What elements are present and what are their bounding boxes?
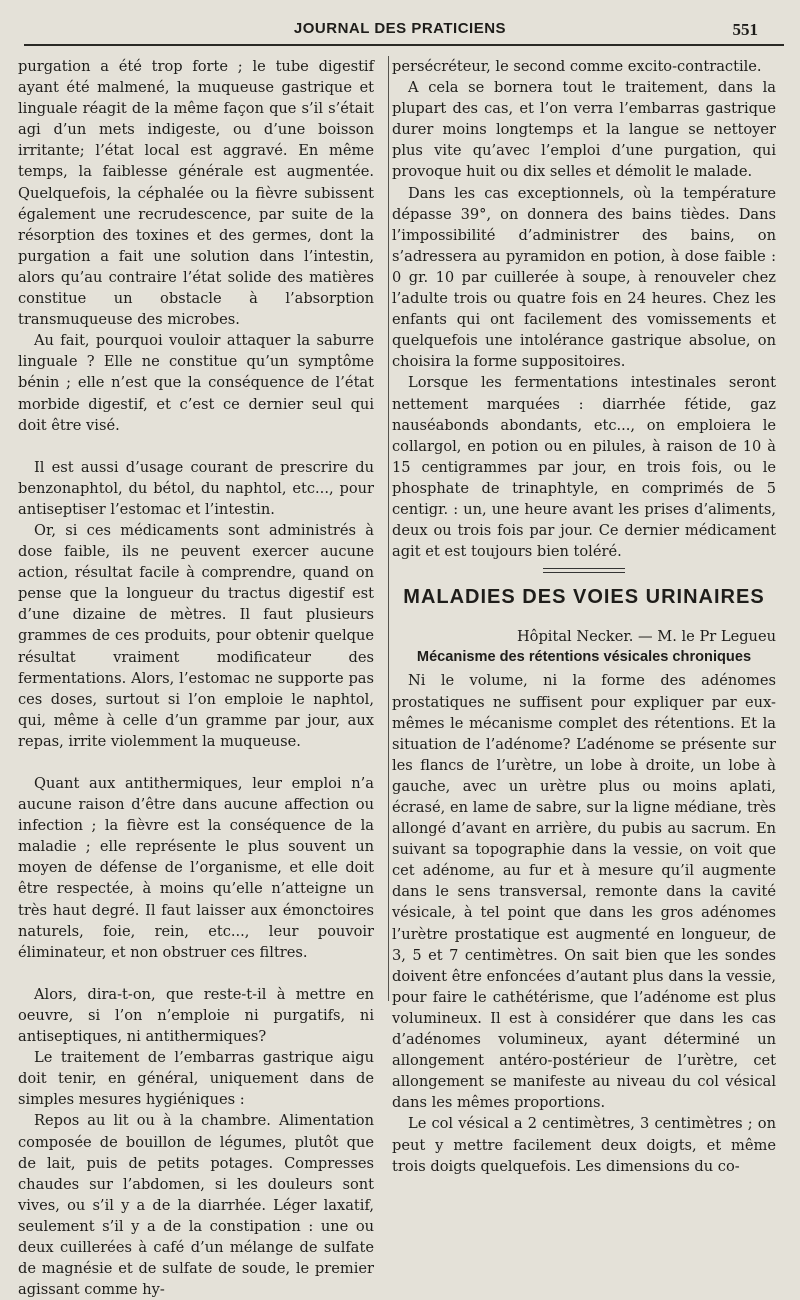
body-paragraph: Dans les cas exceptionnels, où la température dépasse 39°, on donnera des bains tièdes. Dans l’impossibilité d’administrer des bains, on s’adressera au pyramidon en potion, à dose faible : 0 gr. 10 par cuillerée à soupe, à renouveler chez l’adulte trois ou quatre fois en 24 heures. Chez les enfants qui ont facilement des vomissements et quelquefois une intolérance gastrique absolue, on choisira la forme suppositoires. <box>392 184 776 371</box>
body-paragraph: Le traitement de l’embarras gastrique aigu doit tenir, en général, uniquement dans de simples mesures hygiéniques : <box>18 1049 374 1109</box>
body-paragraph: Alors, dira-t-on, que reste-t-il à mettre en oeuvre, si l’on n’emploie ni purgatifs, ni antiseptiques, ni antithermiques? <box>18 985 374 1046</box>
column-divider <box>388 56 389 1001</box>
journal-title: JOURNAL DES PRATICIENS <box>293 20 507 37</box>
running-head <box>0 20 800 42</box>
body-paragraph: purgation a été trop forte ; le tube digestif ayant été malmené, la muqueuse gastrique et linguale réagit de la même façon que s’il s’était agi d’un mets indigeste, ou d’une boisson irritante; l’état local est aggravé. En même temps, la faiblesse générale est augmentée. Quelquefois, la céphalée ou la fièvre subissent également une recrudescence, par suite de la résorption des toxines et des germes, dont la purgation a fait une solution dans l’intestin, alors qu’au contraire l’état solide des matières constitue un obstacle à l’absorption transmuqueuse des microbes. <box>18 58 374 329</box>
section-title: MALADIES DES VOIES URINAIRES <box>403 586 765 609</box>
body-paragraph: Or, si ces médicaments sont administrés à dose faible, ils ne peuvent exercer aucune action, résultat facile à comprendre, quand on pense que la longueur du tractus digestif est d’une dizaine de mètres. Il faut plusieurs grammes de ces produits, pour obtenir quelque résultat vraiment modificateur des fermentations. Alors, l’estomac ne supporte pas ces doses, surtout si l’on emploie le naphtol, qui, même à celle d’un gramme par jour, aux repas, irrite violemment la muqueuse. <box>18 521 374 750</box>
article-subheading: Mécanisme des rétentions vésicales chroniques <box>416 649 752 666</box>
body-paragraph: Au fait, pourquoi vouloir attaquer la saburre linguale ? Elle ne constitue qu’un symptôme bénin ; elle n’est que la conséquence de l’état morbide digestif, et c’est ce dernier seul qui doit être visé. <box>18 332 374 434</box>
body-paragraph: Repos au lit ou à la chambre. Alimentation composée de bouillon de légumes, plutôt que de lait, puis de petits potages. Compresses chaudes sur l’abdomen, si les douleurs sont vives, ou s’il y a de la diarrhée. Léger laxatif, seulement s’il y a de la constipation : une ou deux cuillerées à café d’un mélange de sulfate de magnésie et de sulfate de soude, le premier agissant comme hy- <box>18 1112 374 1299</box>
body-paragraph: Le col vésical a 2 centimètres, 3 centimètres ; on peut y mettre facilement deux doigts, et même trois doigts quelquefois. Les dimensions du co- <box>392 1115 776 1175</box>
body-paragraph: persécréteur, le second comme excito-contractile. <box>392 58 762 75</box>
section-divider <box>392 568 776 578</box>
hospital-attribution: Hôpital Necker. — M. le Pr Legueu <box>516 628 776 646</box>
body-paragraph: A cela se bornera tout le traitement, dans la plupart des cas, et l’on verra l’embarras gastrique durer moins longtemps et la langue se nettoyer plus vite qu’avec l’emploi d’une purgation, qui provoque huit ou dix selles et démolit le malade. <box>392 79 776 181</box>
header-rule <box>24 44 784 46</box>
body-paragraph: Ni le volume, ni la forme des adénomes prostatiques ne suffisent pour expliquer par eux-mêmes le mécanisme complet des rétentions. Et la situation de l’adénome? L’adénome se présente sur les flancs de l’urètre, un lobe à droite, un lobe à gauche, avec un urètre plus ou moins aplati, écrasé, en lame de sabre, sur la ligne médiane, très allongé d’avant en arrière, du pubis au sacrum. En suivant sa topographie dans la vessie, on voit que cet adénome, au fur et à mesure qu’il augmente dans le sens transversal, remonte dans la cavité vésicale, à tel point que dans les gros adénomes l’urètre prostatique est augmenté en longueur, de 3, 5 et 7 centimètres. On sait bien que les sondes doivent être enfoncées d’autant plus dans la vessie, pour faire le cathétérisme, que l’adénome est plus volumineux. Il est à considérer que dans les cas d’adénomes volumineux, ayant déterminé un allongement antéro-postérieur de l’urètre, cet allongement se manifeste au niveau du col vésical dans les mêmes proportions. <box>392 672 776 1112</box>
body-paragraph: Lorsque les fermentations intestinales seront nettement marquées : diarrhée fétide, gaz nauséabonds abondants, etc..., on emploiera le collargol, en potion ou en pilules, à raison de 10 à 15 centigrammes par jour, en trois fois, ou le phosphate de trinaphtyle, en comprimés de 5 centigr. : un, une heure avant les prises d’aliments, deux ou trois fois par jour. Ce dernier médicament agit et est toujours bien toléré. <box>392 374 776 561</box>
body-paragraph: Il est aussi d’usage courant de prescrire du benzonaphtol, du bétol, du naphtol, etc..., pour antiseptiser l’estomac et l’intestin. <box>18 458 374 518</box>
left-column <box>18 56 374 1300</box>
right-column <box>392 56 776 1177</box>
page-number: 551 <box>732 20 758 39</box>
body-paragraph: Quant aux antithermiques, leur emploi n’a aucune raison d’être dans aucune affection ou infection ; la fièvre est la conséquence de la maladie ; elle représente le plus souvent un moyen de défense de l’organisme, et elle doit être respectée, à moins qu’elle n’atteigne un très haut degré. Il faut laisser aux émonctoires naturels, foie, rein, etc..., leur pouvoir éliminateur, et non obstruer ces filtres. <box>18 775 374 961</box>
